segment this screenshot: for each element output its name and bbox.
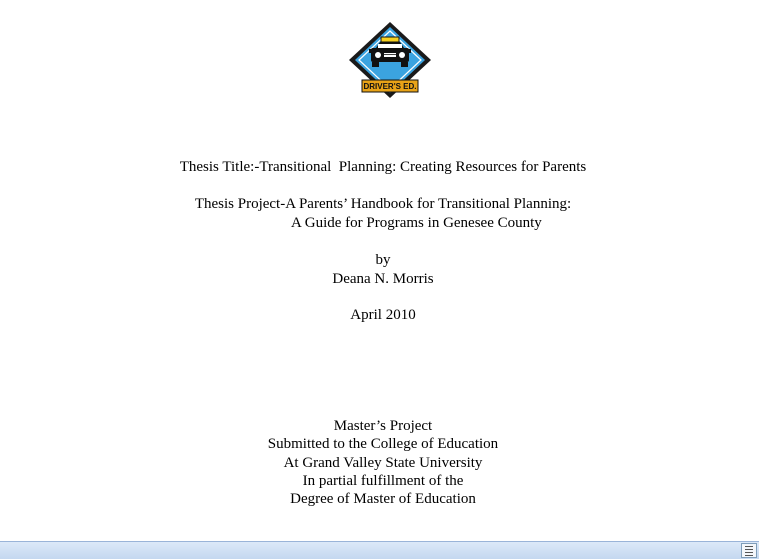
thesis-subtitle: A Guide for Programs in Genesee County xyxy=(291,215,542,231)
submission-line-4: In partial fulfillment of the xyxy=(302,473,464,489)
thesis-title: Thesis Title:-Transitional Planning: Creating Resources for Parents xyxy=(179,159,587,175)
by-label: by xyxy=(375,252,391,268)
document-view-icon[interactable] xyxy=(741,543,757,558)
logo-label: DRIVER'S ED. xyxy=(363,82,417,91)
submission-line-3: At Grand Valley State University xyxy=(283,455,483,471)
date: April 2010 xyxy=(350,307,416,323)
thesis-project-line: Thesis Project-A Parents’ Handbook for Transitional Planning: xyxy=(194,196,572,212)
submission-line-5: Degree of Master of Education xyxy=(290,491,476,507)
author-name: Deana N. Morris xyxy=(332,271,434,287)
submission-line-2: Submitted to the College of Education xyxy=(267,436,499,452)
status-bar xyxy=(0,541,759,559)
drivers-ed-logo xyxy=(345,20,435,102)
submission-line-1: Master’s Project xyxy=(333,418,433,434)
